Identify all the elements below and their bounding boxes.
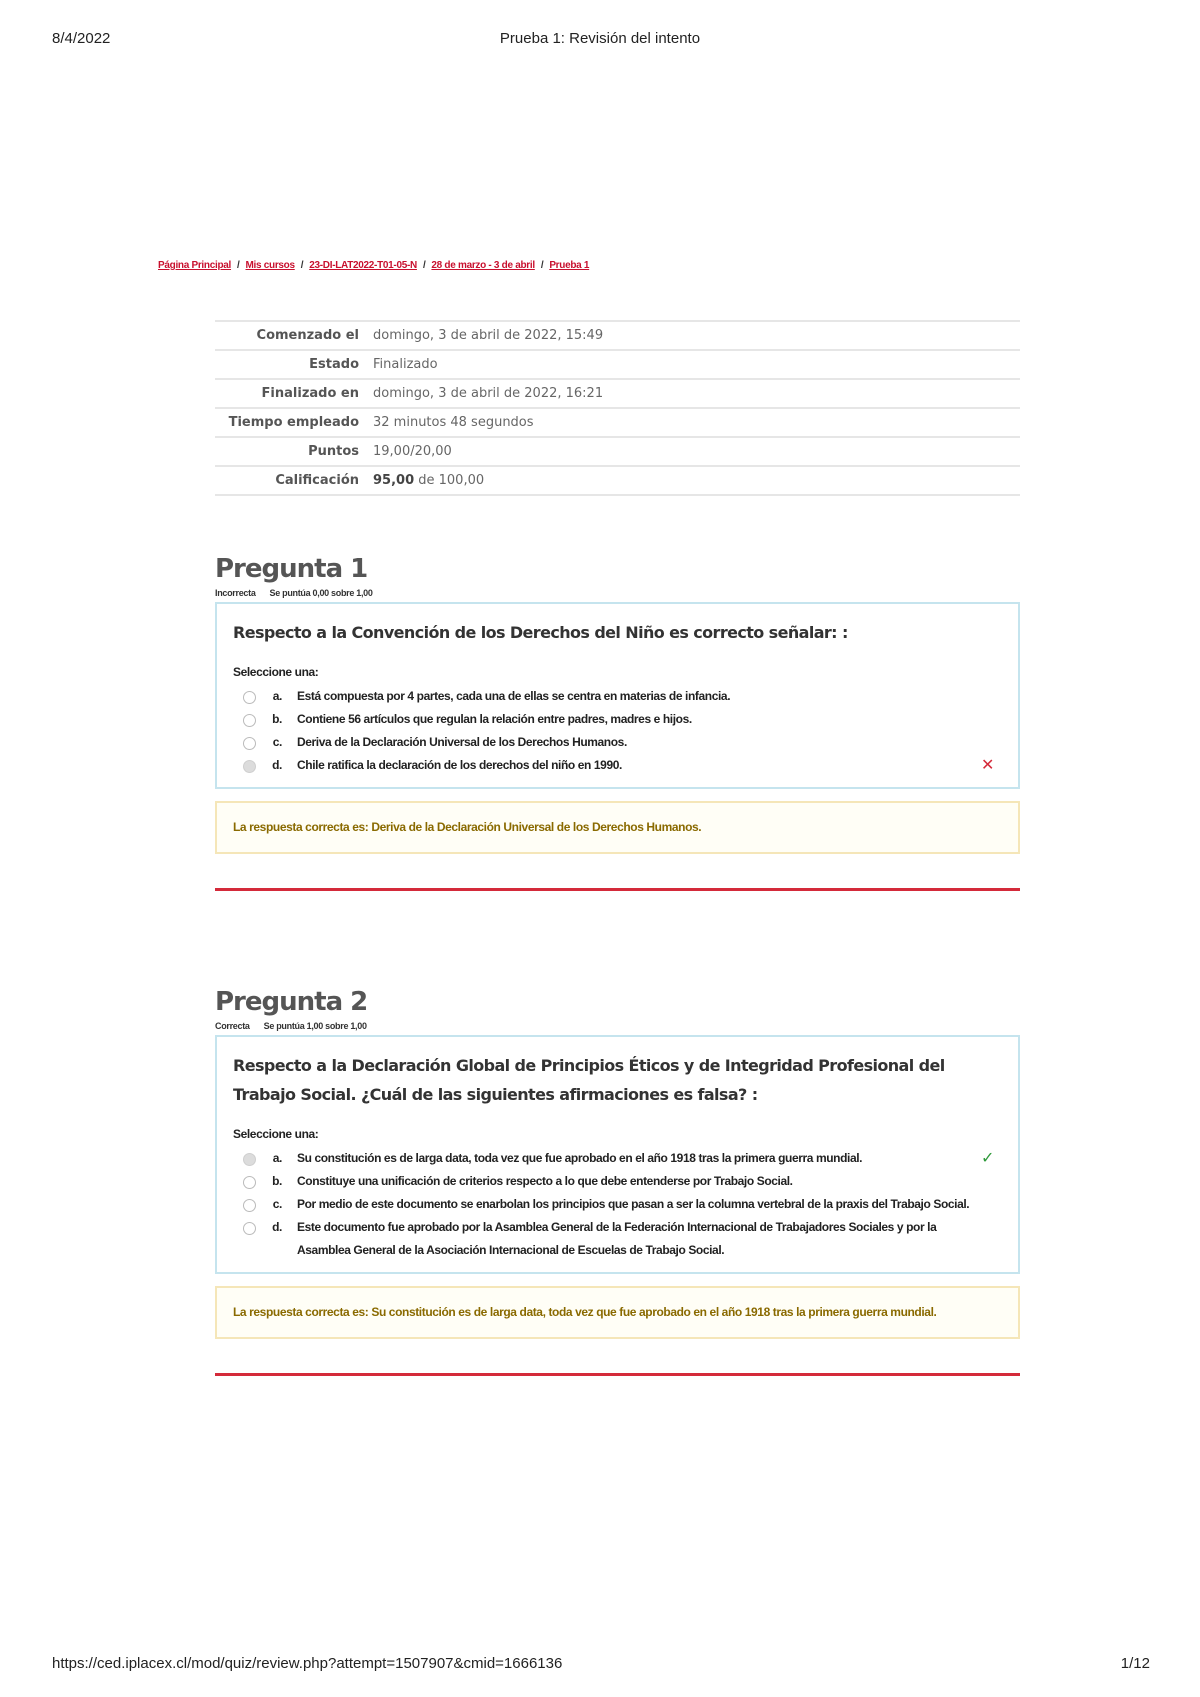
answer-letter: a.	[272, 1151, 282, 1165]
radio-button[interactable]	[243, 691, 256, 704]
answer-option-c[interactable]	[233, 731, 1002, 754]
answer-option-d[interactable]	[233, 754, 1002, 777]
question-1	[215, 554, 1020, 891]
select-prompt: Seleccione una:	[233, 1127, 319, 1141]
breadcrumb: Página Principal / Mis cursos / 23-DI-LAT2022-T01-05-N / 28 de marzo - 3 de abril / Prueba 1	[158, 260, 590, 271]
summary-value: 19,00/20,00	[373, 444, 452, 459]
breadcrumb-quiz[interactable]: Prueba 1	[549, 260, 590, 271]
summary-label: Calificación	[275, 473, 359, 488]
summary-label: Comenzado el	[256, 328, 359, 343]
answer-option-b[interactable]	[233, 1170, 1002, 1193]
breadcrumb-course[interactable]: 23-DI-LAT2022-T01-05-N	[309, 260, 417, 271]
radio-button-selected[interactable]	[243, 1153, 256, 1166]
answer-letter: c.	[272, 1197, 282, 1211]
answer-text: Contiene 56 artículos que regulan la relación entre padres, madres e hijos.	[297, 712, 692, 726]
question-info	[215, 1021, 1020, 1033]
summary-value: domingo, 3 de abril de 2022, 15:49	[373, 328, 604, 343]
question-box	[215, 602, 1020, 789]
question-2	[215, 987, 1020, 1376]
answer-option-a[interactable]	[233, 1147, 1002, 1170]
answer-text: Deriva de la Declaración Universal de los Derechos Humanos.	[297, 735, 627, 749]
question-status: Correcta	[215, 1021, 250, 1031]
question-title: Pregunta 1	[215, 554, 368, 584]
correct-answer-feedback: La respuesta correcta es: Deriva de la Declaración Universal de los Derechos Humanos.	[215, 801, 1020, 854]
answer-letter: b.	[272, 712, 282, 726]
answer-text: Está compuesta por 4 partes, cada una de ellas se centra en materias de infancia.	[297, 689, 731, 703]
summary-label: Finalizado en	[261, 386, 359, 401]
radio-button[interactable]	[243, 737, 256, 750]
grade-total: de 100,00	[414, 473, 485, 488]
question-title: Pregunta 2	[215, 987, 368, 1017]
question-text: Respecto a la Convención de los Derechos del Niño es correcto señalar: :	[233, 623, 848, 642]
answer-option-a[interactable]	[233, 685, 1002, 708]
correct-answer-feedback: La respuesta correcta es: Su constitución es de larga data, toda vez que fue aprobado en el año 1918 tras la primera guerra mundial.	[215, 1286, 1020, 1339]
summary-label: Estado	[309, 357, 359, 372]
question-score: Se puntúa 0,00 sobre 1,00	[269, 588, 373, 598]
summary-row-state	[215, 350, 1020, 379]
answer-option-b[interactable]	[233, 708, 1002, 731]
question-status: Incorrecta	[215, 588, 256, 598]
summary-value: domingo, 3 de abril de 2022, 16:21	[373, 386, 604, 401]
summary-row-time	[215, 408, 1020, 437]
print-header	[0, 30, 1200, 50]
breadcrumb-my-courses[interactable]: Mis cursos	[245, 260, 295, 271]
answer-letter: a.	[272, 689, 282, 703]
print-date: 8/4/2022	[52, 30, 111, 47]
summary-label: Puntos	[308, 444, 359, 459]
page-counter: 1/12	[1120, 1655, 1150, 1672]
breadcrumb-week[interactable]: 28 de marzo - 3 de abril	[431, 260, 535, 271]
answer-option-d[interactable]	[233, 1216, 1002, 1262]
summary-label: Tiempo empleado	[228, 415, 359, 430]
answer-text: Constituye una unificación de criterios respecto a lo que debe entenderse por Trabajo Social.	[297, 1174, 793, 1188]
summary-row-started	[215, 321, 1020, 350]
summary-value: Finalizado	[373, 357, 438, 372]
radio-button[interactable]	[243, 1176, 256, 1189]
question-score: Se puntúa 1,00 sobre 1,00	[263, 1021, 367, 1031]
grade-value: 95,00	[373, 473, 415, 488]
radio-button[interactable]	[243, 714, 256, 727]
summary-value: 32 minutos 48 segundos	[373, 415, 534, 430]
answer-letter: c.	[272, 735, 282, 749]
radio-button-selected[interactable]	[243, 760, 256, 773]
answer-text: Por medio de este documento se enarbolan los principios que pasan a ser la columna vertebral de la praxis del Trabajo Social.	[297, 1197, 970, 1211]
select-prompt: Seleccione una:	[233, 665, 319, 679]
answer-text: Chile ratifica la declaración de los derechos del niño en 1990.	[297, 758, 622, 772]
print-url: https://ced.iplacex.cl/mod/quiz/review.php?attempt=1507907&cmid=1666136	[52, 1655, 563, 1672]
question-text: Respecto a la Declaración Global de Principios Éticos y de Integridad Profesional del Trabajo Social. ¿Cuál de las siguientes afirmaciones es falsa? :	[233, 1056, 945, 1104]
summary-row-finished	[215, 379, 1020, 408]
summary-row-grade	[215, 466, 1020, 495]
radio-button[interactable]	[243, 1222, 256, 1235]
answer-letter: d.	[272, 758, 282, 772]
answer-text: Este documento fue aprobado por la Asamblea General de la Federación Internacional de Trabajadores Sociales y por la Asamblea General de la Asociación Internacional de Escuelas de Trabajo Social.	[297, 1220, 937, 1257]
answer-letter: d.	[272, 1220, 282, 1234]
incorrect-icon: ✕	[980, 757, 994, 774]
breadcrumb-home[interactable]: Página Principal	[158, 260, 232, 271]
attempt-summary-table	[215, 320, 1020, 496]
question-divider	[215, 1373, 1020, 1376]
print-page-title: Prueba 1: Revisión del intento	[499, 30, 701, 47]
correct-check-icon: ✓	[980, 1150, 994, 1167]
question-info	[215, 588, 1020, 600]
question-divider	[215, 888, 1020, 891]
answer-letter: b.	[272, 1174, 282, 1188]
radio-button[interactable]	[243, 1199, 256, 1212]
answer-text: Su constitución es de larga data, toda vez que fue aprobado en el año 1918 tras la primera guerra mundial.	[297, 1151, 863, 1165]
summary-value	[373, 466, 1020, 495]
summary-row-points	[215, 437, 1020, 466]
answer-option-c[interactable]	[233, 1193, 1002, 1216]
question-box	[215, 1035, 1020, 1274]
